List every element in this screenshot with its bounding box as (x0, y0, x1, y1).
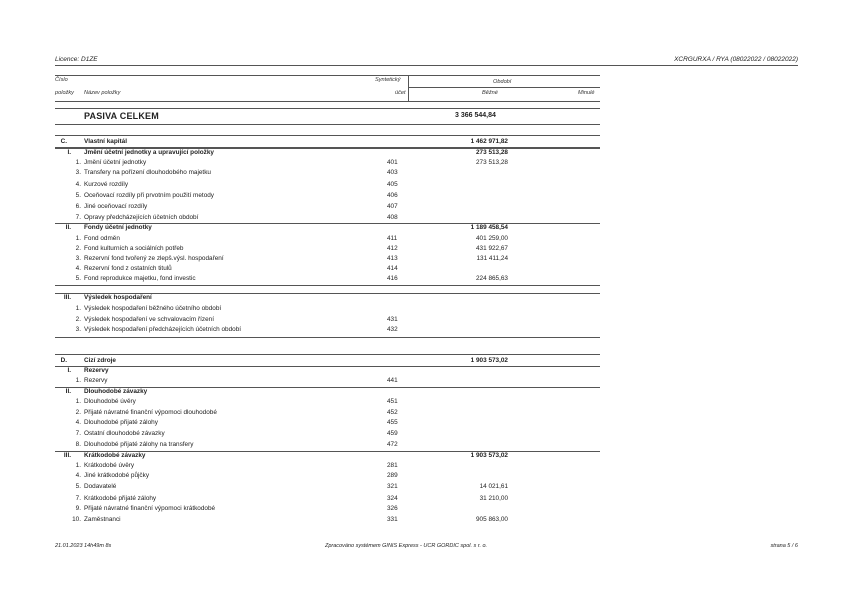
table-row (55, 504, 600, 515)
footer-page: strana 5 / 6 (770, 543, 798, 549)
row-label: Rezervní fond z ostatních titulů (84, 265, 172, 272)
table-row (55, 213, 600, 224)
row-current-value: 224 865,63 (476, 275, 508, 282)
row-label: Oceňovací rozdíly při prvotním použití metody (84, 192, 214, 199)
row-number: 4. (75, 472, 81, 479)
row-current-value: 1 903 573,02 (470, 357, 508, 364)
table-row (55, 471, 600, 482)
table-row (55, 137, 600, 148)
row-label: Jmění účetní jednotky (84, 159, 147, 166)
table-row (55, 408, 600, 419)
row-account: 401 (387, 159, 398, 166)
table-row (55, 376, 600, 387)
row-number: 2. (75, 316, 81, 323)
row-account: 321 (387, 483, 398, 490)
table-row (55, 254, 600, 265)
row-current-value: 131 411,24 (476, 255, 508, 262)
row-number: II. (65, 388, 71, 395)
table-row (55, 494, 600, 505)
license-label: Licence: D1ZE (55, 56, 98, 63)
row-label: Rezervy (84, 377, 108, 384)
row-current-value: 1 462 971,82 (470, 138, 508, 145)
table-row (55, 293, 600, 304)
row-number: 10. (72, 516, 81, 523)
row-label: Výsledek hospodaření ve schvalovacím řízení (84, 316, 215, 323)
row-account: 281 (387, 462, 398, 469)
table-row (55, 461, 600, 472)
row-account: 416 (387, 275, 398, 282)
row-account: 441 (387, 377, 398, 384)
row-current-value: 431 922,67 (476, 245, 508, 252)
row-label: Přijaté návratné finanční výpomoci krátkodobé (84, 505, 216, 512)
row-account: 405 (387, 181, 398, 188)
row-number: D. (60, 357, 67, 364)
table-row (55, 223, 600, 234)
row-number: III. (63, 294, 71, 301)
col-ucet: účet (395, 90, 406, 96)
table-row (55, 315, 600, 326)
row-number: 4. (75, 419, 81, 426)
table-row (55, 366, 600, 377)
row-label: Cizí zdroje (84, 357, 116, 364)
row-number: I. (67, 367, 71, 374)
row-account: 406 (387, 192, 398, 199)
table-row (55, 234, 600, 245)
group-top-line (55, 366, 600, 367)
row-label: Výsledek hospodaření běžného účetního období (84, 305, 222, 312)
table-row (55, 191, 600, 202)
row-number: 1. (75, 462, 81, 469)
row-label: Dlouhodobé úvěry (84, 398, 136, 405)
col-bezne: Běžné (482, 90, 498, 96)
row-number: 3. (75, 326, 81, 333)
footer-datetime: 21.01.2023 14h49m 8s (55, 543, 112, 549)
table-row (55, 325, 600, 336)
row-number: 5. (75, 483, 81, 490)
row-number: 7. (75, 495, 81, 502)
row-label: Krátkodobé úvěry (84, 462, 135, 469)
row-label: Rezervy (84, 367, 109, 374)
block-end-line (55, 337, 600, 338)
row-number: 2. (75, 409, 81, 416)
table-row (55, 158, 600, 169)
row-current-value: 273 513,28 (476, 159, 508, 166)
row-number: II. (65, 224, 71, 231)
row-account: 451 (387, 398, 398, 405)
row-account: 413 (387, 255, 398, 262)
group-top-line (55, 387, 600, 388)
col-polozky: položky (55, 90, 74, 96)
row-label: Dlouhodobé přijaté zálohy na transfery (84, 441, 194, 448)
pasiva-celkem-label: PASIVA CELKEM (84, 111, 159, 121)
row-label: Výsledek hospodaření předcházejících účetních období (84, 326, 242, 333)
block-end-line (55, 285, 600, 286)
row-number: C. (60, 138, 67, 145)
row-label: Ostatní dlouhodobé závazky (84, 430, 165, 437)
col-cislo: Číslo (55, 77, 68, 83)
table-top-line (55, 75, 600, 76)
row-number: 5. (75, 192, 81, 199)
row-label: Zaměstnanci (84, 516, 121, 523)
col-nazev: Název položky (84, 90, 121, 96)
row-label: Fondy účetní jednotky (84, 224, 152, 231)
row-account: 459 (387, 430, 398, 437)
row-account: 407 (387, 203, 398, 210)
row-current-value: 401 259,00 (476, 235, 508, 242)
row-current-value: 905 863,00 (476, 516, 508, 523)
header-bottom-line (55, 101, 600, 102)
table-row (55, 397, 600, 408)
row-number: 8. (75, 441, 81, 448)
row-number: 5. (75, 275, 81, 282)
section-top-line (55, 354, 600, 355)
row-account: 414 (387, 265, 398, 272)
header-vline-1 (408, 75, 409, 101)
row-current-value: 14 021,61 (479, 483, 508, 490)
table-row (55, 304, 600, 315)
row-current-value: 1 903 573,02 (470, 452, 508, 459)
row-number: 1. (75, 398, 81, 405)
group-top-line (55, 223, 600, 224)
table-row (55, 274, 600, 285)
row-label: Přijaté návratné finanční výpomoci dlouhodobé (84, 409, 217, 416)
row-number: III. (63, 452, 71, 459)
group-top-line (55, 451, 600, 452)
row-account: 289 (387, 472, 398, 479)
table-row (55, 451, 600, 462)
group-top-line (55, 148, 600, 149)
table-row (55, 429, 600, 440)
row-account: 412 (387, 245, 398, 252)
table-row (55, 244, 600, 255)
row-label: Krátkodobé přijaté zálohy (84, 495, 157, 502)
row-label: Vlastní kapitál (84, 138, 127, 145)
row-label: Dodavatelé (84, 483, 117, 490)
table-row (55, 515, 600, 526)
row-current-value: 273 513,28 (476, 149, 508, 156)
row-label: Fond reprodukce majetku, fond investic (84, 275, 196, 282)
section-top-line (55, 135, 600, 136)
row-current-value: 1 189 458,54 (470, 224, 508, 231)
row-account: 452 (387, 409, 398, 416)
row-label: Rezervní fond tvořený ze zlepš.výsl. hospodaření (84, 255, 224, 262)
row-number: 4. (75, 181, 81, 188)
col-obdobi: Období (493, 79, 512, 85)
row-number: 7. (75, 430, 81, 437)
total-top-line (55, 108, 600, 109)
row-number: 4. (75, 265, 81, 272)
table-row (55, 202, 600, 213)
table-row (55, 440, 600, 451)
row-label: Fond odměn (84, 235, 120, 242)
row-label: Jiné krátkodobé půjčky (84, 472, 150, 479)
row-account: 411 (387, 235, 398, 242)
row-account: 403 (387, 169, 398, 176)
row-account: 324 (387, 495, 398, 502)
row-account: 431 (387, 316, 398, 323)
row-label: Jiné oceňovací rozdíly (84, 203, 148, 210)
table-row (55, 148, 600, 159)
row-number: 3. (75, 255, 81, 262)
header-divider (55, 65, 798, 66)
table-row (55, 418, 600, 429)
obdobi-line (408, 87, 600, 88)
row-account: 408 (387, 214, 398, 221)
table-row (55, 168, 600, 179)
row-number: 3. (75, 169, 81, 176)
document-code: XCRGURXA / RYA (08022022 / 08022022) (674, 56, 798, 63)
row-number: 1. (75, 377, 81, 384)
col-minule: Minulé (578, 90, 595, 96)
row-number: 7. (75, 214, 81, 221)
row-account: 326 (387, 505, 398, 512)
row-number: 2. (75, 245, 81, 252)
row-current-value: 31 210,00 (479, 495, 508, 502)
row-account: 472 (387, 441, 398, 448)
row-label: Krátkodobé závazky (84, 452, 146, 459)
table-row (55, 356, 600, 367)
row-number: 9. (75, 505, 81, 512)
table-row (55, 264, 600, 275)
table-row (55, 482, 600, 493)
row-number: I. (67, 149, 71, 156)
row-number: 1. (75, 159, 81, 166)
row-number: 1. (75, 235, 81, 242)
row-label: Dlouhodobé přijaté zálohy (84, 419, 158, 426)
row-label: Výsledek hospodaření (84, 294, 152, 301)
row-account: 331 (387, 516, 398, 523)
row-account: 455 (387, 419, 398, 426)
footer-system: Zpracováno systémem GINIS Express - UCR GORDIC spol. s r. o. (325, 543, 488, 549)
row-label: Transfery na pořízení dlouhodobého majetku (84, 169, 211, 176)
row-label: Jmění účetní jednotky a upravující položky (84, 149, 214, 156)
row-label: Dlouhodobé závazky (84, 388, 148, 395)
row-number: 1. (75, 305, 81, 312)
total-bottom-line (55, 124, 600, 125)
row-label: Fond kulturních a sociálních potřeb (84, 245, 184, 252)
pasiva-celkem-value: 3 366 544,84 (455, 112, 496, 119)
group-top-line (55, 293, 600, 294)
col-synteticky: Syntetický (375, 77, 401, 83)
table-row (55, 180, 600, 191)
row-label: Kurzové rozdíly (84, 181, 129, 188)
table-row (55, 387, 600, 398)
row-number: 6. (75, 203, 81, 210)
row-account: 432 (387, 326, 398, 333)
row-label: Opravy předcházejících účetních období (84, 214, 199, 221)
